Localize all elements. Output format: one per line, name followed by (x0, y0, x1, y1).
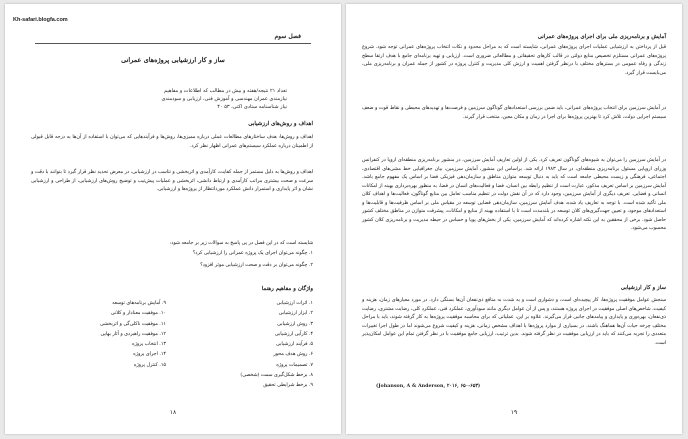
site-url: Kh-safari.blogfa.com (13, 17, 68, 23)
term-item: ۱۰. موفقیت معنادار و کلانی (110, 311, 166, 317)
term-item: ۹. آمایش برنامه‌های توسعه (112, 301, 166, 306)
questions-intro: شایسته است که در این فصل در پی پاسخ به سوالات زیر بر جامعه شود: (169, 241, 313, 246)
terms-column-2 (31, 299, 166, 371)
questions-list (31, 248, 313, 272)
term-item: ۲. ابزار ارزشیابی (278, 311, 313, 317)
term-item: ۴. کارآیی ارزشیابی (274, 331, 313, 337)
question-item: ۱. چگونه می‌توان اجرای یک پروژه عمرانی را ارزشیابی کرد؟ (192, 251, 313, 256)
term-item: ۷. تصمیمات پروژه (276, 362, 313, 368)
citation: (Johanson, A & Anderson, ۲۰۱۶, ۶۵۰-۶۵۳) (376, 383, 481, 389)
mechanism-heading: ساز و کار ارزشیابی (620, 285, 666, 291)
meta-line: نیازمندی عمران مهندسی و آموزش فنی، ارزیابی و سودمندی (161, 95, 287, 102)
section-title: آمایش و برنامه‌ریزی ملی برای اجرای پروژه‌های عمرانی (537, 34, 666, 40)
term-item: ۳. روش ارزشیابی (277, 321, 313, 327)
page-number: ۱۸ (169, 409, 177, 416)
mechanism-paragraph: سنجش عوامل موفقیت پروژه‌ها، کار پیچیده‌ای است، و دشواری است و به شدت به منافع ذی‌نفعان آن‌ها بستگی دارد. در مورد معیارهای زمان، هزینه و کیفیت، شاخص‌های اصلی موفقیت در اجرای پروژه هستند، و پس از آن عوامل دیگری مانند سودآوری، عملکرد فنی، عملکرد کلی، رضایت مشتری، رضایت ذی‌نفعان، بهره‌وری و پایداری و پیامدهای جانبی قرار می‌گیرند. علاوه بر این، عملیاتی که برای محاسبه موفقیت پروژه‌ها به کار گرفته شوند، باید با مراحل مختلف چرخه حیات آن‌ها هماهنگ باشند. در بسیاری از موارد پروژه‌ها با اهداف مشخص زمانی، هزینه و کیفیت شروع می‌شوند اما در طول اجرا تغییرات متعددی را تجربه می‌کنند که باید در ارزیابی موفقیت در نظر گرفته شوند. بدین ترتیب، ارزیابی جامع موفقیت با در نظر گرفتن تمام این عوامل امکان‌پذیر است. (362, 298, 666, 346)
term-item: ۱۳. انتخاب پروژه (131, 342, 166, 348)
chapter-label: فصل سوم (274, 33, 301, 40)
term-item: ۱۴. اجرای پروژه (133, 352, 166, 358)
meta-block (161, 88, 287, 111)
term-item: ۱۲. موفقیت راهبردی و آثار بهایی (100, 331, 166, 337)
term-item: ۱۵. کنترل پروژه (133, 362, 166, 368)
objectives-paragraph-1: اهداف و روش‌ها: هدف ساختارهای مطالعات عملی درباره ممیزی‌ها، روش‌ها و فرآیندهایی که می‌توان با استفاده از آن‌ها به درجه قابل قبولی از اطمینان درباره عملکرد سیستم‌های عمرانی اظهار نظر کرد. (31, 135, 313, 149)
left-page (5, 4, 341, 434)
chapter-title: ساز و کار ارزشیابی پروژه‌های عمرانی (121, 56, 225, 64)
question-item: ۲. چگونه می‌توان بر دقت و صحت ارزشیابی موثر افزود؟ (200, 263, 313, 268)
objectives-heading: اهداف و روش‌های ارزشیابی (248, 121, 313, 127)
terms-heading: واژگان و مفاهیم رهنما (261, 286, 313, 292)
page-number: ۱۹ (510, 409, 518, 416)
right-page (346, 4, 682, 434)
terms-column-1 (178, 299, 313, 392)
section-paragraph-1: قبل از پرداختن به ارزشیابی عملیات اجرای پروژه‌های عمرانی، شایسته است که به مراحل محدود و نکات انتخاب پروژه‌های عمرانی توجه شود. شروع پروژه‌های عمرانی مستلزم تخصیص منابع دولتی در قالب کارهای تحقیقاتی و مطالعاتی ضروری است. ارزیابی و تهیه برنامه‌ای جامع با هدف ارتقا سطح زندگی و رفاه عمومی در بسترهای مختلف با درنظر گرفتن اهمیت و ارزش کلی مدیریت و کنترل پروژه در کشور از جمله عمران و برنامه‌ریزی ملی، می‌بایست قرار گیرد. (362, 45, 666, 76)
term-item: ۵. فرآیند ارزشیابی (276, 342, 313, 348)
term-item: ۱. اثرات ارزشیابی (276, 301, 313, 306)
meta-line: نیاز شناسنامه ستادی اکتی، ۵۳ ۴۰ (217, 103, 287, 110)
term-item: ۸. برخط شکل‌گیری سمت (شخصی) (240, 373, 313, 379)
objectives-paragraph-2: اهداف و روش‌ها به دلیل مستمر از جمله کفایت، کارآمدی و اثربخشی و تناسب در ارزشیابی، در معرض تحدید نظر قرار گیرد تا بتوانند با دقت و سرعت و صحت بیشتری مراتب کارآمدی و ارتباط دانشی، اثربخشی و عملیات پیش‌تیب و توضیح روش‌های ارزشیابی، از طراحی و ارزشیابی نشان و اثر پایداری و استمرار دانش عملکرد موردانتظار از پروژه‌ها و ارزشیابی. (31, 170, 313, 192)
header-rule (35, 43, 311, 44)
term-item: ۹. برخط شرایطی تحقیق (263, 383, 313, 389)
meta-line: تعداد ۲۱ نتیجه/هفته و بیش در مطالب که اطلاعات و مفاهیم (164, 88, 287, 94)
term-item: ۱۱. موفقیت ناکلی‌گی و اثربخشی (100, 321, 166, 327)
section-paragraph-3: در آمایش سرزمین را می‌توان به شیوه‌های گوناگون تعریف کرد. یکی از اولین تعاریف آمایش سرزمین، در منشور برنامه‌ریزی منطقه‌ای اروپا در کنفرانس وزرای اروپایی مسئول برنامه‌ریزی منطقه‌ای، در سال ۱۹۸۳ ارائه شد. براساس این منشور، آمایش سرزمین، بیان جغرافیایی خط مشی‌های اقتصادی، اجتماعی، فرهنگی و زیست محیطی جامعه است که باید به دنبال توسعه متوازن مناطق و سازمان‌دهی فیزیکی فضا بر اساس یک مفهوم جامع باشد. آمایش سرزمین بر اساس تعریف مذکور، عبارت است از تنظیم رابطه بین انسان، فضا و فعالیت‌های انسان در فضا، به منظور بهره‌برداری بهینه از امکانات انسانی و فضایی. تعریف دیگری از آمایش سرزمین، وجود دارد که در آن نقش دولت در تنظیم مناسب تعامل بین منابع گوناگون، فعالیت‌ها و اهداف کلان ملی تأکید شده است. با توجه به تعاریف یاد شده، هدف آمایش سرزمین، سازمان‌دهی فضایی توسعه در مقیاس ملی بر اساس ظرفیت‌ها و قابلیت‌ها و استعدادهای موجود، و تعیین جهت‌گیری‌های کلان توسعه در بلندمدت است تا با استفاده بهینه از منابع و امکانات، پیشرفت متوازن در مناطق مختلف کشور حاصل شود. برخی از محققین به این نکته اشاره کرده‌اند که آمایش سرزمین، یکی از بخش‌های پویا و حساس در حیطه مدیریت و برنامه‌ریزی کلان کشور محسوب می‌شود. (362, 158, 666, 231)
term-item: ۶. روش هدف محور (273, 352, 313, 358)
section-paragraph-2: در آمایش سرزمین برای انتخاب پروژه‌های عمرانی، باید ضمن بررسی استعدادهای گوناگون سرزمین و فرصت‌ها و تهدیدهای محیطی و نقاط قوت و ضعف سیستم اجرایی دولت، تلاش کرد تا بهترین پروژه‌ها برای اجرا در زمان و مکان معین، منتخب قرار گیرند. (362, 106, 666, 120)
